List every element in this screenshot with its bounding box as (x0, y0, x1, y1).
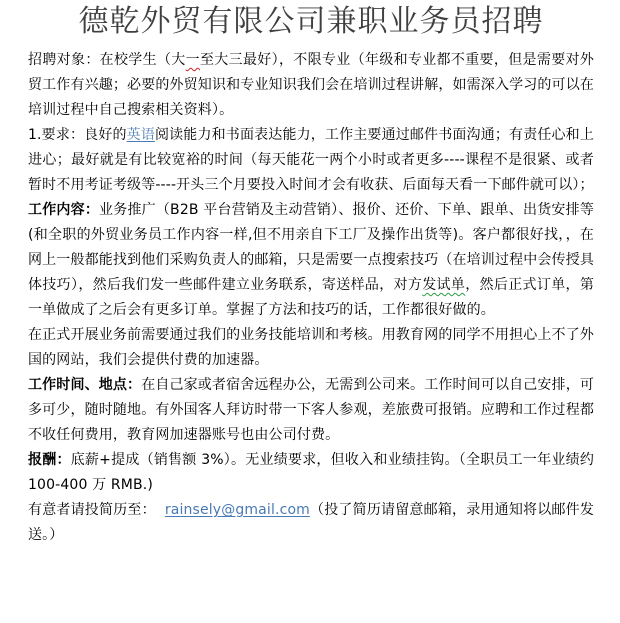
contact-text-rest: （投了简历请留意邮箱，录用通知将以邮件发送。） (28, 502, 594, 543)
document-title: 德乾外贸有限公司兼职业务员招聘 (78, 5, 544, 38)
requirements-text: 1.要求：良好的 (28, 127, 127, 143)
recruit-target-text: 招聘对象：在校学生（大 (28, 52, 186, 68)
document-body (28, 48, 594, 548)
contact-text: 有意者请投简历至： (28, 502, 156, 518)
requirements-text-rest: 阅读能力和书面表达能力，工作主要通过邮件书面沟通；有责任心和上进心；最好就是有比较宽裕的时间（每天能花一两个小时或者更多----课程不是很紧、或者暂时不用考证考级等----开头三个月要投入时间才会有收获、后面每天看一下邮件就可以）； (28, 127, 594, 193)
job-content-text: 业务推广（B2B 平台营销及主动营销）、报价、还价、下单、跟单、出货安排等(和全职的外贸业务员工作内容一样,但不用亲自下工厂及操作出货等)。客户都很好找，，在网上一般都能找到他们采购负责人的邮箱，只是需要一点搜索技巧（在培训过程中会传授具体技巧），然后我们发一些邮件建立业务联系，寄送样品，对方 (28, 202, 594, 293)
spellcheck-marked-text: 一 (185, 52, 200, 68)
paragraph-job-content (28, 198, 594, 323)
grammar-marked-text: 发试单 (422, 277, 466, 293)
english-link[interactable]: 英语 (126, 127, 155, 143)
email-link[interactable]: rainsely@gmail.com (164, 502, 310, 518)
paragraph-recruit-target (28, 48, 594, 123)
time-place-text: 在自己家或者宿舍远程办公，无需到公司来。工作时间可以自己安排，可多可少，随时随地。有外国客人拜访时带一下客人参观，差旅费可报销。应聘和工作过程都不收任何费用，教育网加速器账号也由公司付费。 (28, 377, 595, 443)
paragraph-training: 在正式开展业务前需要通过我们的业务技能培训和考核。用教育网的同学不用担心上不了外国的网站，我们会提供付费的加速器。 (28, 327, 594, 368)
paragraph-requirements (28, 123, 594, 198)
section-label-time-place: 工作时间、地点： (28, 377, 142, 393)
section-label-salary: 报酬： (28, 452, 71, 468)
paragraph-contact (28, 498, 594, 548)
salary-text: 底薪+提成（销售额 3%）。无业绩要求，但收入和业绩挂钩。（全职员工一年业绩约 100-400 万 RMB.) (28, 452, 594, 493)
section-label-job-content: 工作内容： (28, 202, 100, 218)
paragraph-salary (28, 448, 594, 498)
recruit-target-text-rest: 至大三最好），不限专业（年级和专业都不重要，但是需要对外贸工作有兴趣；必要的外贸知识和专业知识我们会在培训过程讲解，如需深入学习的可以在培训过程中自己搜索相关资料）。 (28, 52, 595, 118)
job-content-text-rest: ，然后正式订单，第一单做成了之后会有更多订单。掌握了方法和技巧的话，工作都很好做的。 (28, 277, 595, 318)
paragraph-time-place (28, 373, 594, 448)
